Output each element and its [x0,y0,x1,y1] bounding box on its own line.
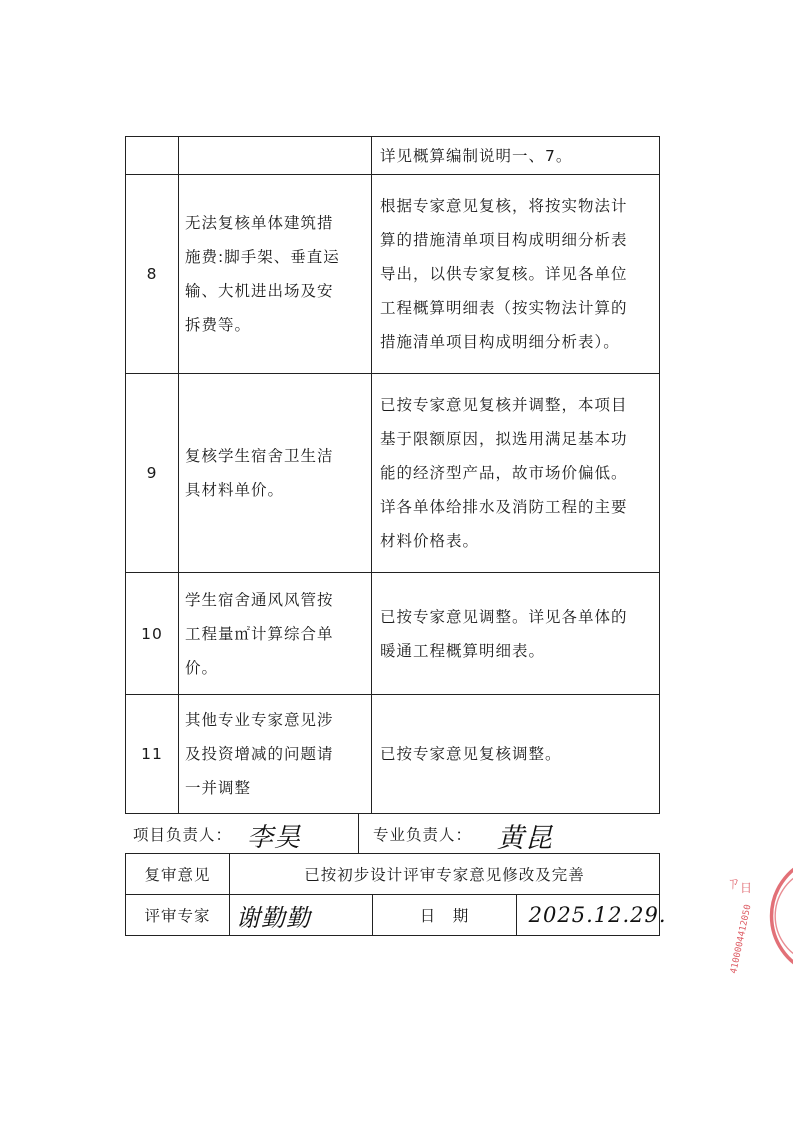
project-lead-label: 项目负责人： [133,826,233,844]
reply-line: 已按专家意见调整。详见各单体的 [380,607,628,626]
issue-line: 一并调整 [185,779,252,797]
reply-cell [372,175,660,374]
issue-cell [179,695,372,814]
issue-cell [179,175,372,374]
table-row [126,175,660,374]
row-number [126,137,179,175]
responsible-persons-row [125,813,660,854]
expert-sign-cell [230,895,373,936]
issue-cell [179,374,372,573]
seal-stamp-icon [718,850,793,980]
seal-number: 4100004412050 [729,903,754,975]
opinion-row [126,854,660,895]
table-row [126,573,660,695]
issue-cell [179,573,372,695]
opinion-label: 复审意见 [126,854,230,895]
issue-line: 复核学生宿舍卫生洁 [185,447,334,465]
table-row [126,137,660,175]
reply-line: 工程概算明细表（按实物法计算的 [380,299,628,317]
issue-line: 拆费等。 [185,316,252,334]
issue-line: 学生宿舍通风风管按 [185,590,334,609]
svg-text:ㄗ: ㄗ [726,874,742,892]
issue-cell [179,137,372,175]
issue-line: 无法复核单体建筑措 [185,214,334,232]
reply-line: 暖通工程概算明细表。 [380,641,546,660]
expert-row [126,895,660,936]
reply-line: 导出，以供专家复核。详见各单位 [380,265,628,283]
reply-line: 根据专家意见复核，将按实物法计 [380,197,628,215]
reply-cell [372,137,660,175]
reply-text: 详见概算编制说明一、7。 [380,146,573,165]
issue-line: 其他专业专家意见涉 [185,711,334,729]
row-number: 10 [126,573,179,695]
discipline-lead-cell [358,814,661,854]
date-label: 日 期 [373,895,516,936]
issue-line: 具材料单价。 [185,481,285,499]
reply-line: 材料价格表。 [380,532,480,550]
discipline-lead-label: 专业负责人： [373,826,473,844]
svg-text:日: 日 [740,881,753,895]
table-row [126,374,660,573]
project-lead-cell [125,814,358,854]
reply-line: 已按专家意见复核调整。 [380,745,562,763]
table-row [126,695,660,814]
date-cell [516,895,667,936]
issue-line: 施费:脚手架、垂直运 [185,248,340,266]
project-lead-signature: 李昊 [247,823,302,853]
opinion-text: 已按初步设计评审专家意见修改及完善 [230,854,660,895]
issue-line: 输、大机进出场及安 [185,282,334,300]
row-number: 9 [126,374,179,573]
reply-cell [372,695,660,814]
reply-line: 基于限额原因，拟选用满足基本功 [380,430,628,448]
review-table [125,136,660,814]
row-number: 8 [126,175,179,374]
reply-line: 措施清单项目构成明细分析表）。 [380,333,620,351]
reply-line: 详各单体给排水及消防工程的主要 [380,498,628,516]
date-value: 2025.12.29. [528,903,667,927]
issue-line: 工程量㎡计算综合单 [185,624,334,643]
discipline-lead-signature: 黄昆 [497,823,553,854]
review-footer-table [125,853,667,936]
expert-signature: 谢勤勤 [236,903,311,932]
issue-line: 及投资增减的问题请 [185,745,334,763]
reply-line: 算的措施清单项目构成明细分析表 [380,231,628,249]
expert-label: 评审专家 [126,895,230,936]
reply-line: 能的经济型产品，故市场价偏低。 [380,464,628,482]
reply-line: 已按专家意见复核并调整，本项目 [380,396,628,414]
row-number: 11 [126,695,179,814]
issue-line: 价。 [185,658,219,677]
reply-cell [372,374,660,573]
reply-cell [372,573,660,695]
